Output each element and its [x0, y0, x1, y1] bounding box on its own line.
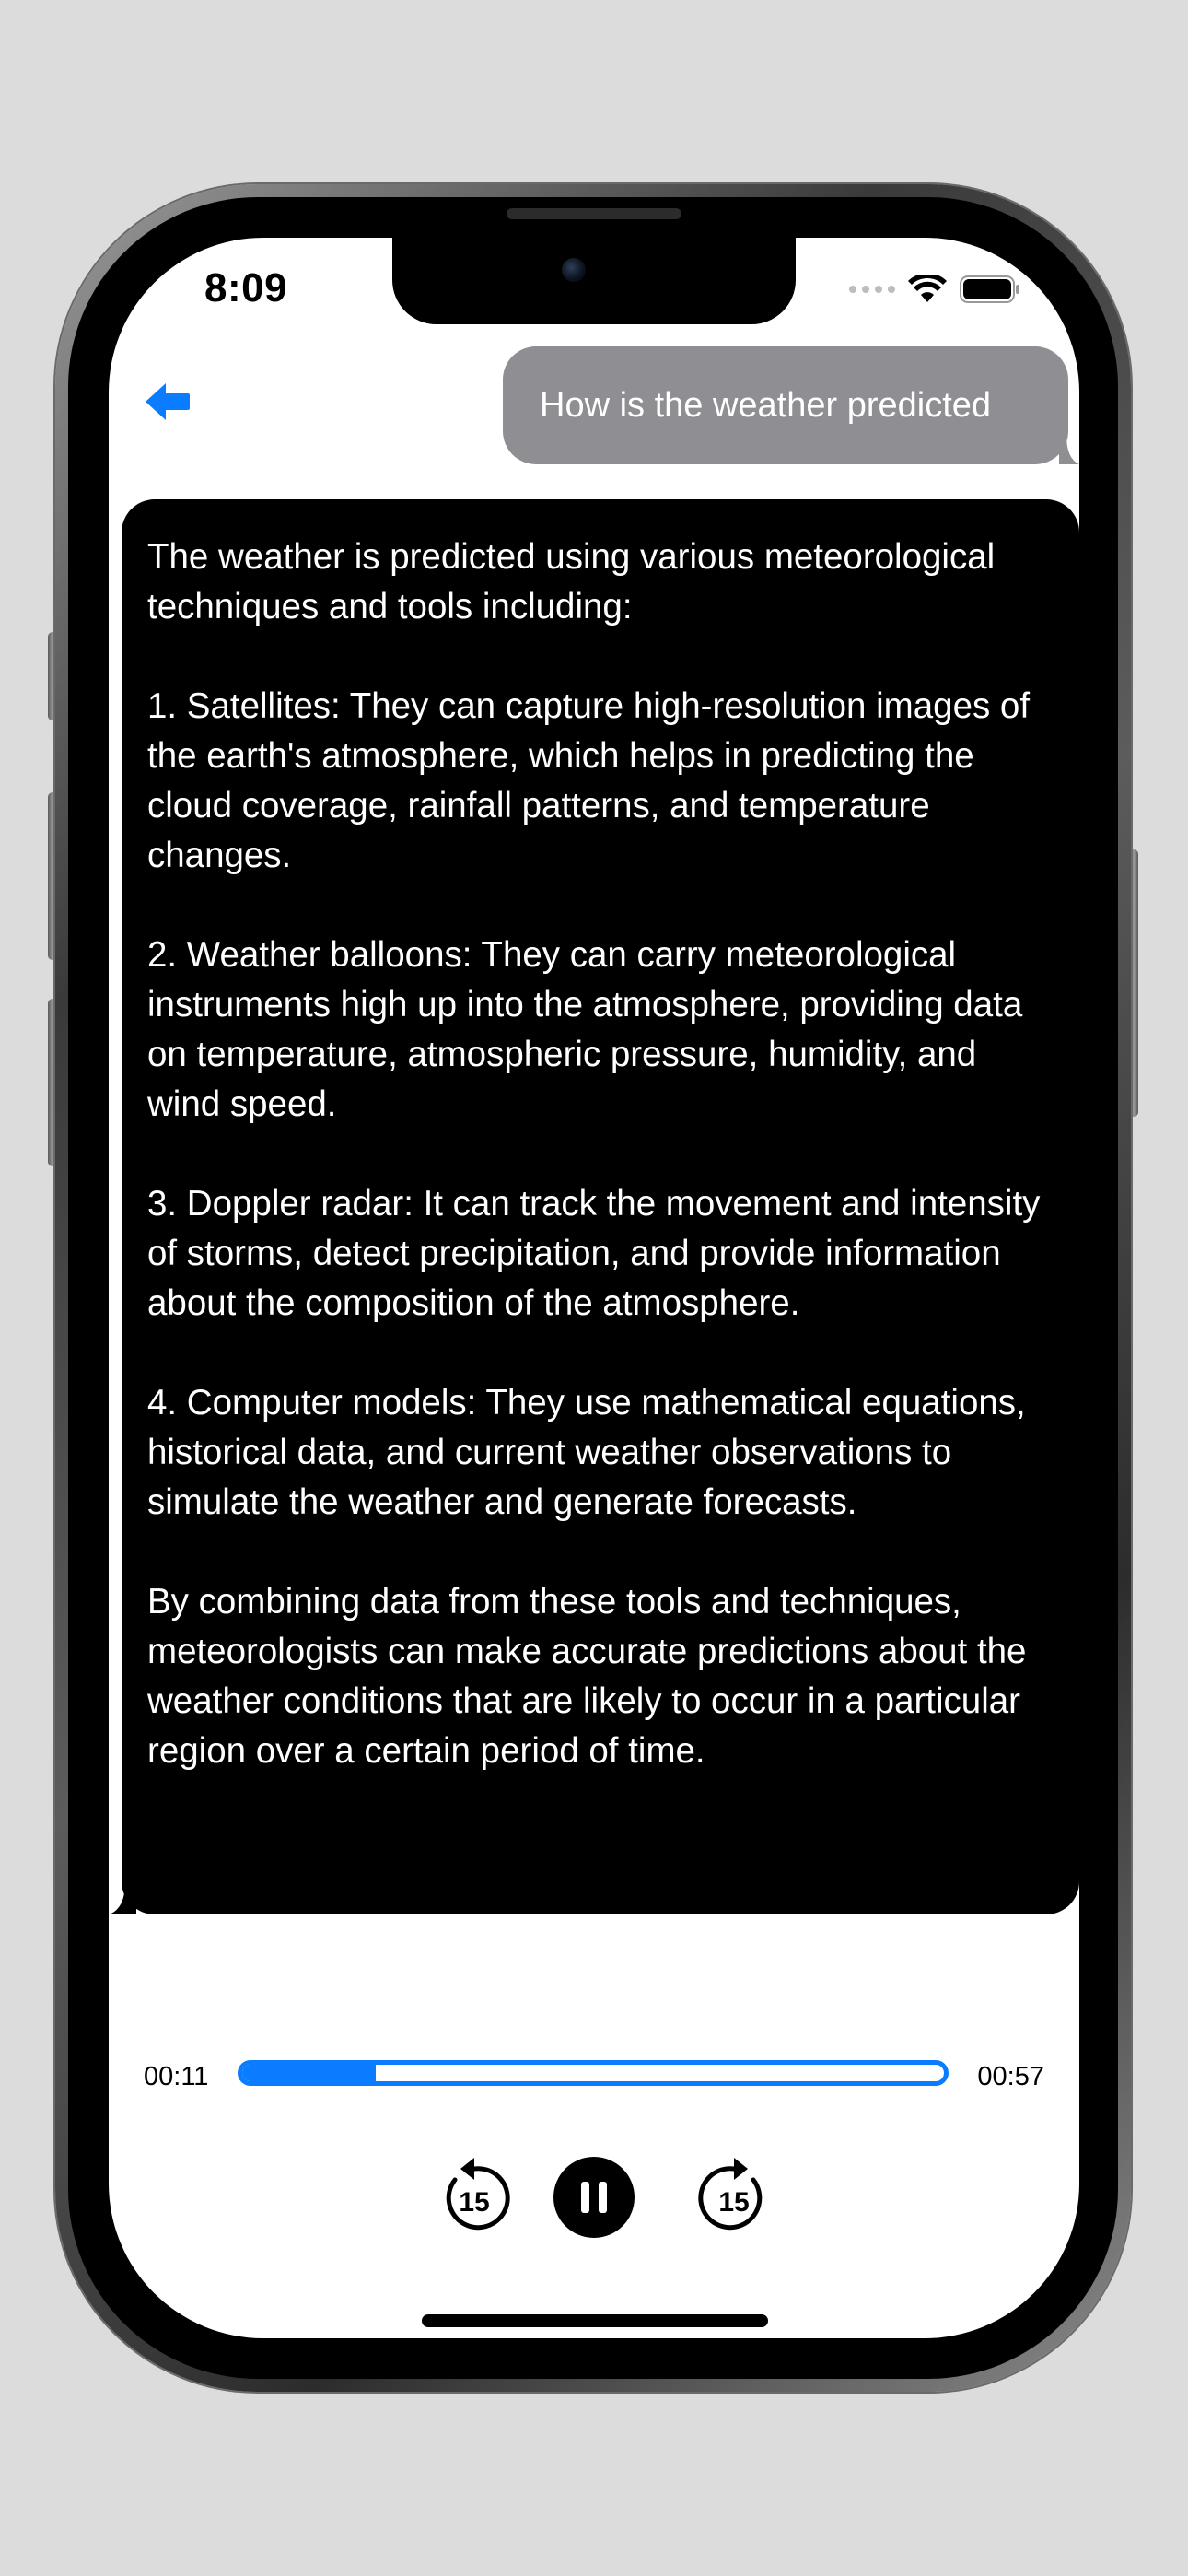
current-time-label: 00:11: [144, 2062, 209, 2091]
skip-forward-seconds: 15: [718, 2187, 750, 2218]
front-camera: [562, 258, 586, 282]
phone-screen: [109, 238, 1079, 2338]
assistant-message-bubble: The weather is predicted using various meteorological techniques and tools including: 1. Satellites: They can capture high-resolution images of the earth's atmosphere, which helps in predicting the cloud coverage, rainfall patterns, and temperature changes. 2. Weather balloons: They can carry meteorological instruments high up into the atmosphere, providing data on temperature, atmospheric pressure, humidity, and wind speed. 3. Doppler radar: It can track the movement and intensity of storms, detect precipitation, and provide information about the composition of the atmosphere. 4. Computer models: They use mathematical equations, historical data, and current weather observations to simulate the weather and generate forecasts. By combining data from these tools and techniques, meteorologists can make accurate predictions about the weather conditions that are likely to occur in a particular region over a certain period of time.: [122, 499, 1079, 1914]
assistant-bubble-tail: [109, 1881, 136, 1914]
earpiece-speaker: [507, 208, 681, 219]
pause-button[interactable]: [553, 2156, 635, 2239]
playback-controls: [109, 2156, 1079, 2239]
notch: [392, 238, 796, 324]
arrow-left-icon: [144, 381, 192, 422]
skip-forward-button[interactable]: [693, 2156, 775, 2239]
playback-progress-bar[interactable]: [238, 2060, 949, 2086]
total-time-label: 00:57: [977, 2062, 1044, 2091]
pause-icon: [553, 2156, 635, 2239]
skip-back-button[interactable]: [433, 2156, 516, 2239]
status-time: 8:09: [204, 265, 288, 310]
wifi-icon: [908, 275, 947, 304]
user-message-bubble: [503, 346, 1068, 464]
home-indicator[interactable]: [422, 2314, 768, 2327]
skip-forward-15-icon: [693, 2156, 775, 2239]
skip-back-15-icon: [433, 2156, 516, 2239]
back-button[interactable]: [144, 381, 192, 422]
user-bubble-tail: [1059, 435, 1079, 464]
battery-icon: [960, 275, 1020, 304]
skip-back-seconds: 15: [459, 2187, 490, 2218]
playback-progress-fill: [242, 2065, 376, 2081]
user-message-text: How is the weather predicted: [540, 385, 992, 425]
status-icons: [849, 275, 1020, 304]
cellular-signal-icon: [849, 286, 895, 293]
